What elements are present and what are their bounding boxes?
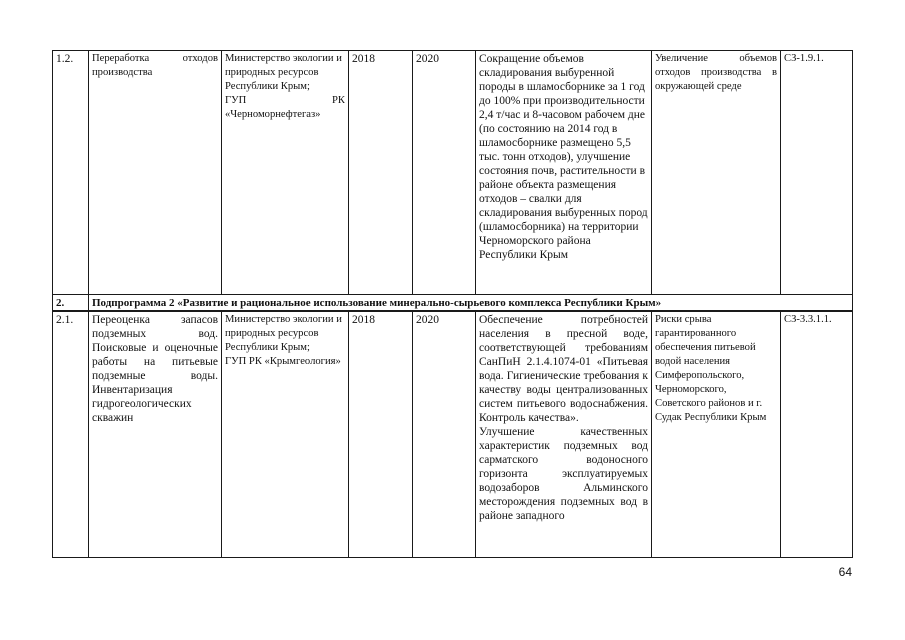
section-number: 2.	[53, 295, 89, 312]
activity-name: Переоценка запасов подземных вод. Поисковые и оценочные работы на питьевые подземные воды. Инвентаризация гидрогеологических скважин	[89, 311, 222, 557]
expected-result: Сокращение объемов складирования выбуренной породы в шламосборнике за 1 год до 100% при производительности 2,4 т/час и 8-часовом рабочем дне (по состоянию на 2014 год в шламосборнике размещено 5,5 тыс. тонн отходов), улучшение состояния почв, растительности в районе объекта размещения отходов – свалки для складирования выбуренных пород (шламосборника) на территории Черноморского района Республики Крым	[476, 51, 652, 295]
indicator-code: СЗ-3.3.1.1.	[781, 311, 853, 557]
section-title: Подпрограмма 2 «Развитие и рациональное использование минерально-сырьевого комплекса Республики Крым»	[89, 295, 853, 312]
table-row	[53, 311, 853, 557]
executor-line: Министерство экологии и природных ресурсов Республики Крым;	[225, 314, 342, 353]
table-row	[53, 51, 853, 295]
risk-description: Риски срыва гарантированного обеспечения питьевой водой населения Симферопольского, Черноморского, Советского районов и г. Судак Республики Крым	[652, 311, 781, 557]
expected-result-continued: Улучшение качественных характеристик подземных вод сарматского водоносного горизонта эксплуатируемых водозаборов Альминского месторождения подземных вод в районе западного	[479, 426, 648, 522]
executors-cell	[222, 311, 349, 557]
executor-line: ГУП РК «Крымгеология»	[225, 356, 341, 367]
program-table	[52, 50, 853, 558]
start-year: 2018	[349, 311, 413, 557]
expected-result: Обеспечение потребностей населения в пресной воде, соответствующей требованиям СанПиН 2.1.4.1074-01 «Питьевая вода. Гигиенические требования к качеству воды централизованных систем питьевого водоснабжения. Контроль качества».	[479, 314, 648, 424]
activity-name: Переработка отходов производства	[89, 51, 222, 295]
row-number: 2.1.	[53, 311, 89, 557]
executors-cell	[222, 51, 349, 295]
expected-result-cell	[476, 311, 652, 557]
executor-line: ГУП РК «Черноморнефтегаз»	[225, 95, 345, 120]
row-number: 1.2.	[53, 51, 89, 295]
page-number: 64	[838, 565, 852, 579]
start-year: 2018	[349, 51, 413, 295]
end-year: 2020	[413, 51, 476, 295]
end-year: 2020	[413, 311, 476, 557]
executor-line: Министерство экологии и природных ресурсов Республики Крым;	[225, 53, 342, 92]
risk-description: Увеличение объемов отходов производства в окружающей среде	[652, 51, 781, 295]
section-row	[53, 295, 853, 312]
indicator-code: СЗ-1.9.1.	[781, 51, 853, 295]
